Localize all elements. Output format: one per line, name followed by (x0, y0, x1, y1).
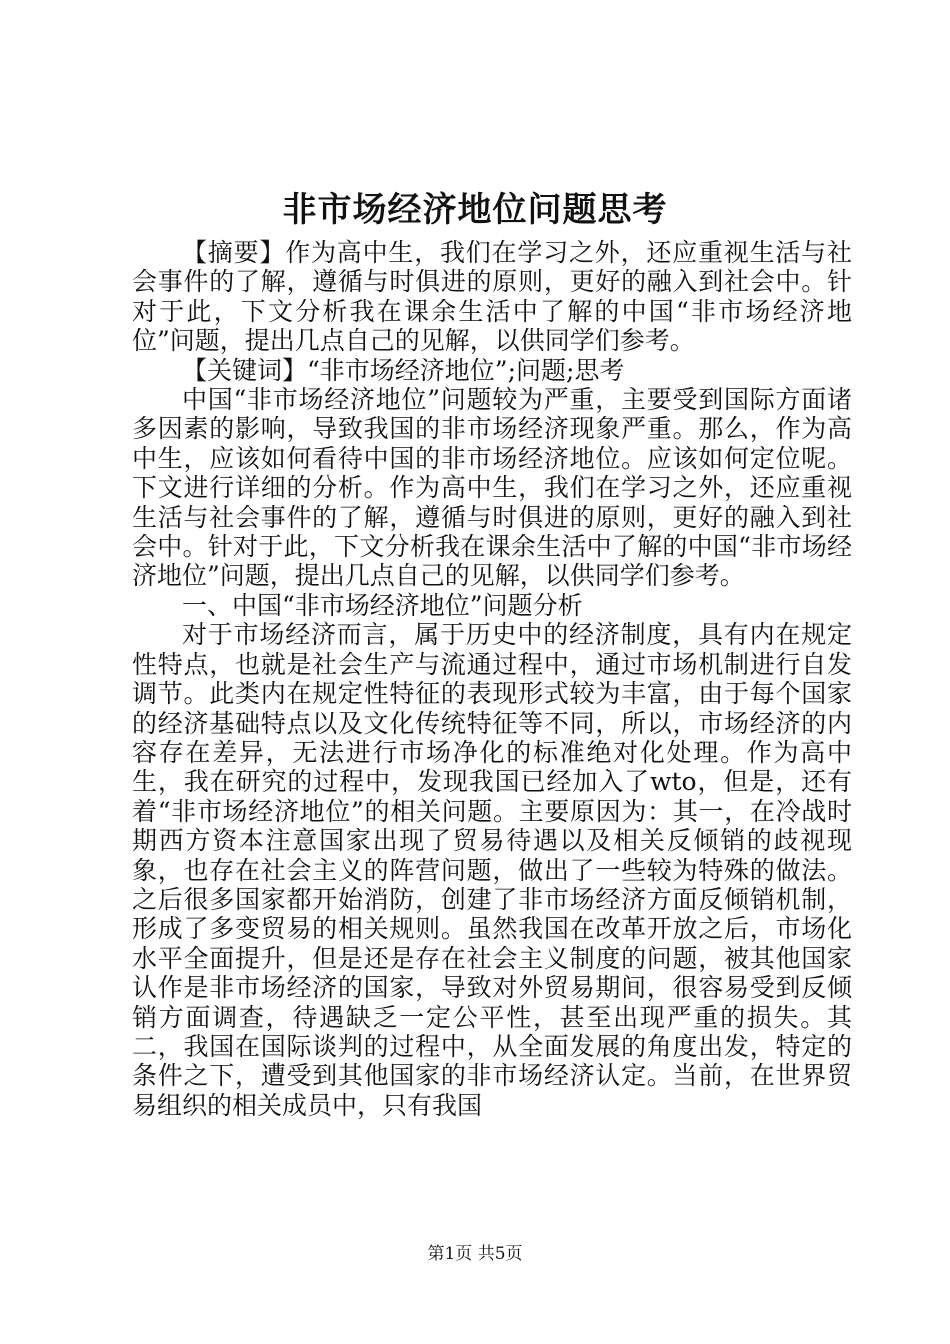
intro-paragraph: 中国“非市场经济地位”问题较为严重，主要受到国际方面诸多因素的影响，导致我国的非市场经济现象严重。那么，作为高中生，应该如何看待中国的非市场经济地位。应该如何定位呢。下文进行详细的分析。作为高中生，我们在学习之外，还应重视生活与社会事件的了解，遵循与时俱进的原则，更好的融入到社会中。针对于此，下文分析我在课余生活中了解的中国“非市场经济地位”问题，提出几点自己的见解，以供同学们参考。 (132, 385, 852, 591)
keywords-paragraph: 【关键词】“非市场经济地位”;问题;思考 (182, 355, 625, 385)
section-heading: 一、中国“非市场经济地位”问题分析 (182, 590, 583, 620)
abstract-paragraph: 【摘要】作为高中生，我们在学习之外，还应重视生活与社会事件的了解，遵循与时俱进的原则，更好的融入到社会中。针对于此，下文分析我在课余生活中了解的中国“非市场经济地位”问题，提出几点自己的见解，以供同学们参考。 (132, 238, 852, 356)
page-number-footer: 第1页 共5页 (427, 1244, 523, 1264)
analysis-paragraph: 对于市场经济而言，属于历史中的经济制度，具有内在规定性特点，也就是社会生产与流通过程中，通过市场机制进行自发调节。此类内在规定性特征的表现形式较为丰富，由于每个国家的经济基础特点以及文化传统特征等不同，所以，市场经济的内容存在差异，无法进行市场净化的标准绝对化处理。作为高中生，我在研究的过程中，发现我国已经加入了wto，但是，还有着“非市场经济地位”的相关问题。主要原因为：其一，在冷战时期西方资本注意国家出现了贸易待遇以及相关反倾销的歧视现象，也存在社会主义的阵营问题，做出了一些较为特殊的做法。之后很多国家都开始消防，创建了非市场经济方面反倾销机制，形成了多变贸易的相关规则。虽然我国在改革开放之后，市场化水平全面提升，但是还是存在社会主义制度的问题，被其他国家认作是非市场经济的国家，导致对外贸易期间，很容易受到反倾销方面调查，待遇缺乏一定公平性，甚至出现严重的损失。其二，我国在国际谈判的过程中，从全面发展的角度出发，特定的条件之下，遭受到其他国家的非市场经济认定。当前，在世界贸易组织的相关成员中，只有我国 (132, 620, 852, 1120)
document-title: 非市场经济地位问题思考 (282, 190, 668, 230)
document-body (132, 238, 852, 1120)
